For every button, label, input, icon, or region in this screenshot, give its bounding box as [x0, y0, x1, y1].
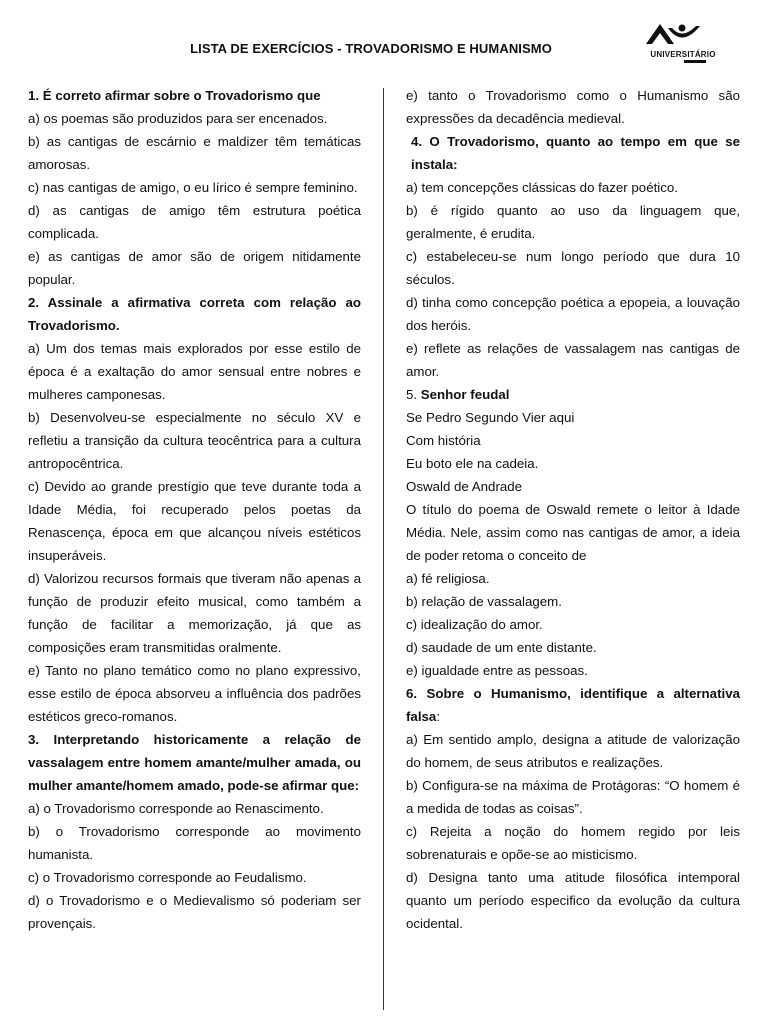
question-4-option-e: e) reflete as relações de vassalagem nas cantigas de amor.	[406, 341, 740, 379]
question-4-option-a: a) tem concepções clássicas do fazer poético.	[406, 180, 678, 195]
question-4-option-d: d) tinha como concepção poética a epopeia, a louvação dos heróis.	[406, 295, 740, 333]
left-column	[28, 84, 361, 935]
question-6-option-c: c) Rejeita a noção do homem regido por leis sobrenaturais e opõe-se ao misticismo.	[406, 824, 740, 862]
logo-text: UNIVERSITÁRIO	[650, 50, 716, 59]
poem-line-1: Se Pedro Segundo Vier aqui	[406, 410, 575, 425]
question-6-option-d: d) Designa tanto uma atitude filosófica intemporal quanto um período especifico da evolução da cultura ocidental.	[406, 870, 740, 931]
question-2-option-c: c) Devido ao grande prestígio que teve durante toda a Idade Média, foi recuperado pelos poetas da Renascença, época em que alcançou níveis estéticos insuperáveis.	[28, 479, 361, 563]
question-5-option-b: b) relação de vassalagem.	[406, 594, 562, 609]
question-1-option-a: a) os poemas são produzidos para ser encenados.	[28, 111, 328, 126]
question-1-option-c: c) nas cantigas de amigo, o eu lírico é sempre feminino.	[28, 180, 358, 195]
question-5-stem: O título do poema de Oswald remete o leitor à Idade Média. Nele, assim como nas cantigas de amor, a ideia de poder retoma o conceito de	[406, 502, 740, 563]
column-divider	[383, 88, 384, 1010]
poem-line-2: Com história	[406, 433, 481, 448]
logo-mark-icon	[638, 22, 728, 52]
question-2-option-d: d) Valorizou recursos formais que tiveram não apenas a função de produzir efeito musical, como também a função de facilitar a memorização, já que as composições eram transmitidas oralmente.	[28, 571, 361, 655]
question-3-option-c: c) o Trovadorismo corresponde ao Feudalismo.	[28, 870, 307, 885]
question-3-option-a: a) o Trovadorismo corresponde ao Renascimento.	[28, 801, 324, 816]
right-column	[406, 84, 740, 935]
question-1-option-b: b) as cantigas de escárnio e maldizer têm temáticas amorosas.	[28, 134, 361, 172]
question-1-prompt: 1. É correto afirmar sobre o Trovadorismo que	[28, 88, 321, 103]
question-6-prompt	[406, 682, 740, 728]
question-6-option-b: b) Configura-se na máxima de Protágoras: “O homem é a medida de todas as coisas”.	[406, 778, 740, 816]
question-2-option-a: a) Um dos temas mais explorados por esse estilo de época é a exaltação do amor sensual entre nobres e mulheres camponesas.	[28, 341, 361, 402]
question-1-option-e: e) as cantigas de amor são de origem nitidamente popular.	[28, 249, 361, 287]
question-5-title: Senhor feudal	[420, 387, 510, 402]
question-3-option-d: d) o Trovadorismo e o Medievalismo só poderiam ser provençais.	[28, 893, 361, 931]
question-1-option-d: d) as cantigas de amigo têm estrutura poética complicada.	[28, 203, 361, 241]
poem-line-3: Eu boto ele na cadeia.	[406, 456, 539, 471]
question-6-prompt-text: 6. Sobre o Humanismo, identifique a alternativa falsa	[406, 686, 740, 724]
poem-author: Oswald de Andrade	[406, 479, 523, 494]
question-5-option-d: d) saudade de um ente distante.	[406, 640, 597, 655]
question-4-option-c: c) estabeleceu-se num longo período que dura 10 séculos.	[406, 249, 740, 287]
question-6-prompt-colon: :	[436, 709, 441, 724]
question-5-option-a: a) fé religiosa.	[406, 571, 490, 586]
question-6-option-a: a) Em sentido amplo, designa a atitude de valorização do homem, de seus atributos e realizações.	[406, 732, 740, 770]
logo-underline	[684, 60, 706, 63]
question-3-option-e: e) tanto o Trovadorismo como o Humanismo são expressões da decadência medieval.	[406, 88, 740, 126]
page-header	[0, 38, 768, 62]
question-3-option-b: b) o Trovadorismo corresponde ao movimento humanista.	[28, 824, 361, 862]
question-4-option-b: b) é rígido quanto ao uso da linguagem que, geralmente, é erudita.	[406, 203, 740, 241]
question-2-prompt: 2. Assinale a afirmativa correta com relação ao Trovadorismo.	[28, 295, 361, 333]
question-5-option-c: c) idealização do amor.	[406, 617, 543, 632]
question-2-option-e: e) Tanto no plano temático como no plano expressivo, esse estilo de época absorveu a influência dos padrões estéticos greco-romanos.	[28, 663, 361, 724]
question-2-option-b: b) Desenvolveu-se especialmente no século XV e refletiu a transição da cultura teocêntrica para a cultura antropocêntrica.	[28, 410, 361, 471]
question-5-option-e: e) igualdade entre as pessoas.	[406, 663, 588, 678]
question-4-prompt: 4. O Trovadorismo, quanto ao tempo em que se instala:	[411, 134, 740, 172]
question-5-number: 5.	[406, 387, 418, 402]
question-5-heading	[406, 383, 740, 406]
question-3-prompt: 3. Interpretando historicamente a relação de vassalagem entre homem amante/mulher amada, ou mulher amante/homem amado, pode-se afirmar que:	[28, 732, 361, 793]
universitario-logo	[638, 22, 728, 64]
document-title: LISTA DE EXERCÍCIOS - TROVADORISMO E HUMANISMO	[190, 41, 552, 56]
